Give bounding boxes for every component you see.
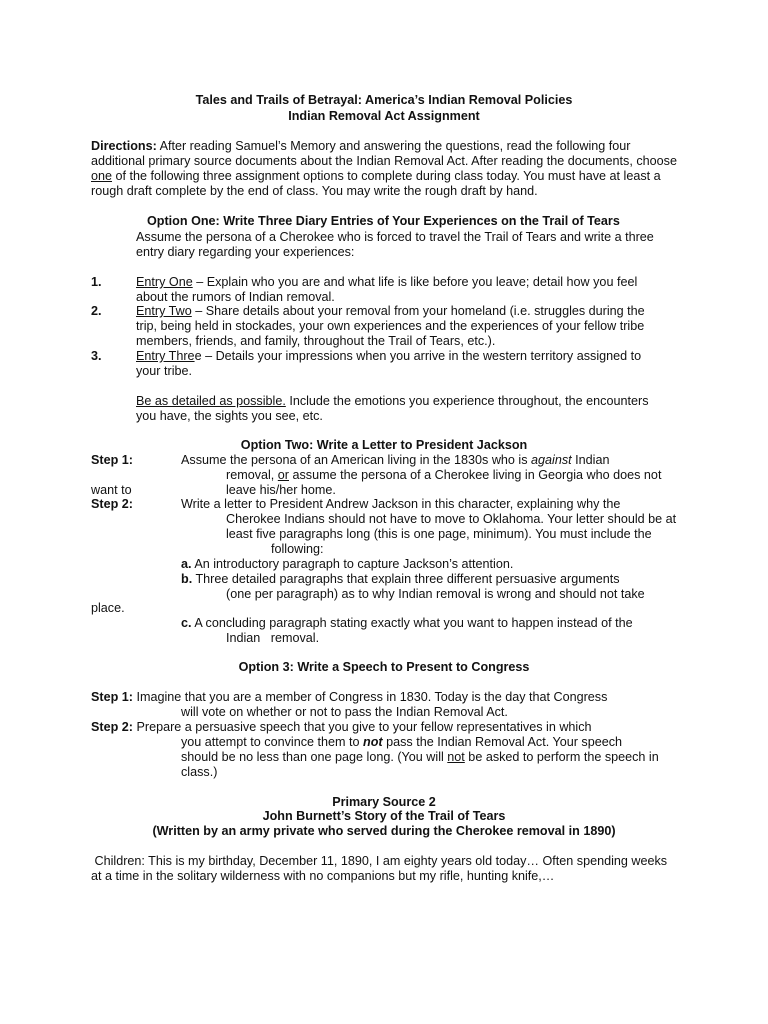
option-three-step-1-label: Step 1: [91, 690, 133, 704]
entry-1-line-2: about the rumors of Indian removal. [136, 290, 335, 304]
directions-line-2: additional primary source documents about the Indian Removal Act. After reading the documents, choose [91, 154, 677, 168]
speech-text-a: you attempt to convince them to [181, 735, 364, 749]
entry-1-number: 1. [91, 275, 102, 289]
detail-note-line-1 [136, 394, 649, 409]
directions-line-3-rest: of the following three assignment options to complete during class today. You must have at least a [112, 169, 661, 183]
directions-line-3 [91, 169, 661, 184]
directions-text: After reading Samuel’s Memory and answering the questions, read the following four [156, 139, 631, 153]
step-1-text-a: Assume the persona of an American living in the 1830s who is [181, 453, 532, 467]
page-subtitle: Indian Removal Act Assignment [288, 109, 480, 123]
option-three-heading: Option 3: Write a Speech to Present to Congress [238, 660, 530, 674]
primary-source-text-line-2: at a time in the solitary wilderness with no companions but my rifle, hunting knife,… [91, 869, 555, 883]
entry-2-label: Entry Two [136, 304, 192, 318]
step-1-removal: removal, [226, 468, 278, 482]
option-three-step-1-line-1 [91, 690, 607, 705]
option-two-step-2-line-2: Cherokee Indians should not have to move to Oklahoma. Your letter should be at [226, 512, 677, 526]
primary-source-title: John Burnett’s Story of the Trail of Tears [262, 809, 506, 823]
option-two-item-c [181, 616, 633, 631]
entry-1-text: – Explain who you are and what life is like before you leave; detail how you feel [192, 275, 638, 289]
entry-1-label: Entry One [136, 275, 193, 289]
speech-text-b: pass the Indian Removal Act. Your speech [382, 735, 623, 749]
entry-3-line-1 [136, 349, 641, 364]
option-three-step-2-line-4: class.) [181, 765, 218, 779]
item-b-label: b. [181, 572, 193, 586]
item-c-label: c. [181, 616, 192, 630]
option-two-item-b-line-2: (one per paragraph) as to why Indian removal is wrong and should not take [226, 587, 645, 601]
entry-3-text: e – Details your impressions when you arrive in the western territory assigned to [194, 349, 642, 363]
item-c-text: A concluding paragraph stating exactly what you want to happen instead of the [191, 616, 633, 630]
option-two-step-1-line-2 [226, 468, 661, 483]
step-1-text-b: Indian [571, 453, 610, 467]
option-three-step-2-line-1 [91, 720, 592, 735]
entry-3-line-2: your tribe. [136, 364, 192, 378]
entry-1-line-1 [136, 275, 637, 290]
option-three-step-1-text: Imagine that you are a member of Congress in 1830. Today is the day that Congress [133, 690, 608, 704]
speech-not-underline: not [447, 750, 465, 764]
option-two-step-2-line-1: Write a letter to President Andrew Jackson in this character, explaining why the [181, 497, 621, 511]
item-a-label: a. [181, 557, 192, 571]
option-two-step-2-line-3: least five paragraphs long (this is one page, minimum). You must include the [226, 527, 652, 541]
option-two-step-1-line-3: leave his/her home. [226, 483, 336, 497]
entry-2-line-2: trip, being held in stockades, your own experiences and the experiences of your fellow tribe [136, 319, 645, 333]
option-two-heading: Option Two: Write a Letter to President Jackson [240, 438, 528, 452]
detail-note-text: Include the emotions you experience throughout, the encounters [285, 394, 649, 408]
directions-line-1 [91, 139, 630, 154]
option-one-heading: Option One: Write Three Diary Entries of Your Experiences on the Trail of Tears [147, 214, 620, 228]
option-three-step-1-line-2: will vote on whether or not to pass the Indian Removal Act. [181, 705, 508, 719]
entry-3-number: 3. [91, 349, 102, 363]
speech-text-c: should be no less than one page long. (You will [181, 750, 448, 764]
item-b-text: Three detailed paragraphs that explain three different persuasive arguments [192, 572, 620, 586]
page-title: Tales and Trails of Betrayal: America’s Indian Removal Policies [195, 93, 573, 107]
detail-note-line-2: you have, the sights you see, etc. [136, 409, 323, 423]
entry-2-text: – Share details about your removal from your homeland (i.e. struggles during the [191, 304, 645, 318]
detail-note-emphasis: Be as detailed as possible. [136, 394, 286, 408]
option-two-item-b-wrap: place. [91, 601, 125, 615]
step-1-or: or [277, 468, 289, 482]
entry-2-line-3: members, friends, and family, throughout the Trail of Tears, etc.). [136, 334, 496, 348]
option-two-step-1-wrap: want to [91, 483, 132, 497]
option-one-intro-2: entry diary regarding your experiences: [136, 245, 355, 259]
step-1-against: against [531, 453, 572, 467]
entry-2-line-1 [136, 304, 645, 319]
directions-label: Directions: [91, 139, 157, 153]
option-two-item-a [181, 557, 513, 572]
option-three-step-2-text: Prepare a persuasive speech that you give to your fellow representatives in which [133, 720, 592, 734]
option-two-step-2-line-4: following: [271, 542, 324, 556]
entry-2-number: 2. [91, 304, 102, 318]
option-three-step-2-line-3 [181, 750, 659, 765]
option-two-item-b [181, 572, 620, 587]
primary-source-subtitle: (Written by an army private who served during the Cherokee removal in 1890) [152, 824, 616, 838]
step-1-text-c: assume the persona of a Cherokee living in Georgia who does not [289, 468, 662, 482]
option-two-item-c-line-2: Indian removal. [226, 631, 320, 645]
option-three-step-2-label: Step 2: [91, 720, 133, 734]
directions-one: one [91, 169, 113, 183]
option-two-step-1-line-1 [181, 453, 609, 468]
speech-text-d: be asked to perform the speech in [464, 750, 659, 764]
speech-not-emphasis: not [363, 735, 383, 749]
primary-source-text-line-1: Children: This is my birthday, December 11, 1890, I am eighty years old today… Often spending weeks [91, 854, 668, 868]
option-three-step-2-line-2 [181, 735, 622, 750]
entry-3-label: Entry Thre [136, 349, 195, 363]
option-two-step-1-label: Step 1: [91, 453, 133, 467]
directions-line-4: rough draft complete by the end of class. You may write the rough draft by hand. [91, 184, 538, 198]
option-one-intro-1: Assume the persona of a Cherokee who is forced to travel the Trail of Tears and write a three [136, 230, 654, 244]
item-a-text: An introductory paragraph to capture Jackson’s attention. [191, 557, 514, 571]
primary-source-heading: Primary Source 2 [332, 795, 436, 809]
option-two-step-2-label: Step 2: [91, 497, 133, 511]
